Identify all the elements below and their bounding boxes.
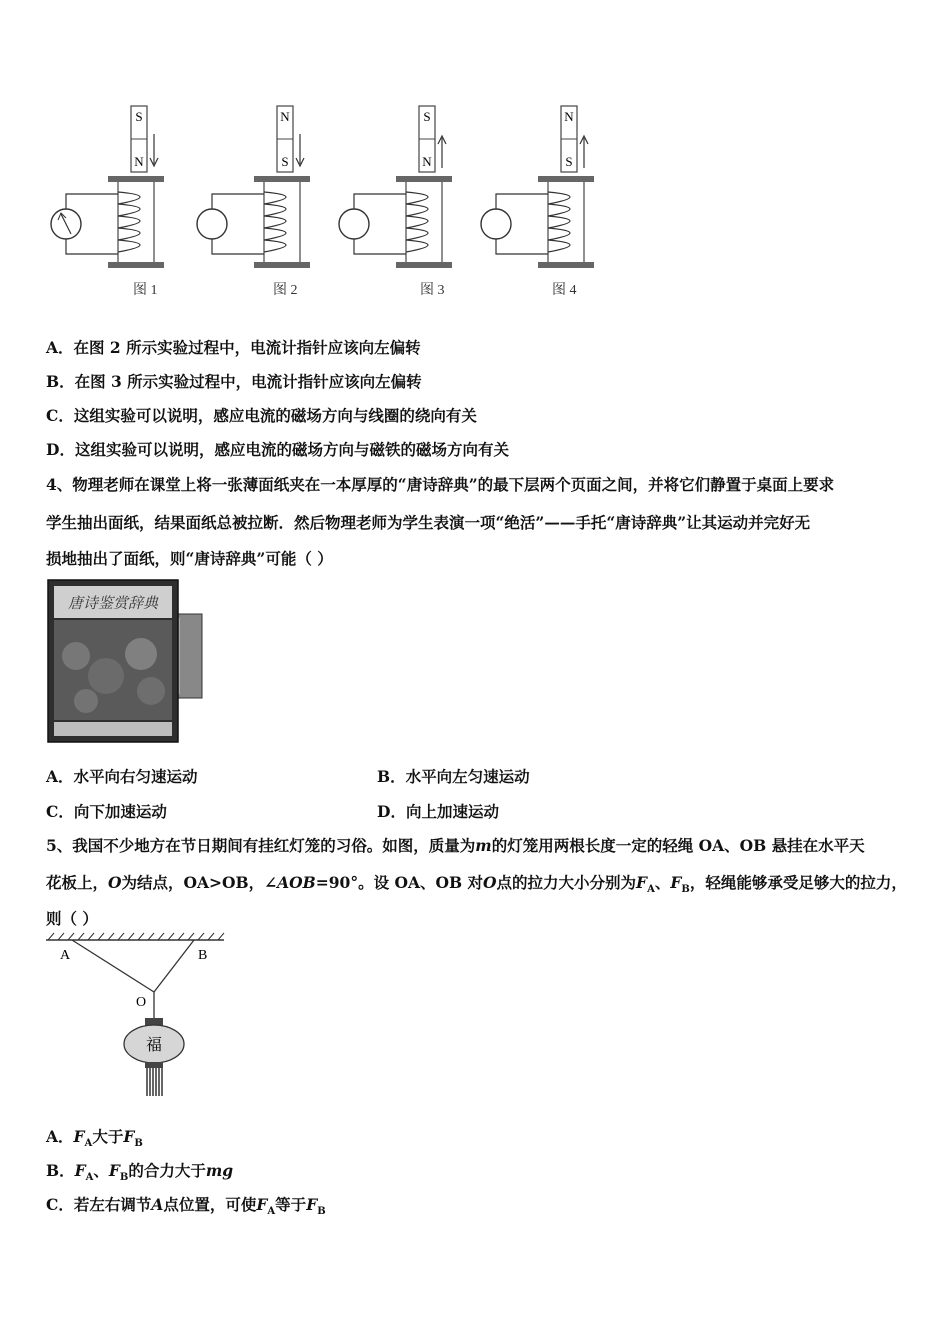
q5-stem-line-1: 5、我国不少地方在节日期间有挂红灯笼的习俗。如图，质量为m的灯笼用两根长度一定的轻绳 OA、OB 悬挂在水平天	[46, 836, 865, 855]
q4-option-b: B．水平向左匀速运动	[377, 767, 530, 786]
q5-option-c: C．若左右调节A点位置，可使$F_A$等于$F_B$	[46, 1195, 326, 1218]
q5-option-b: B．$F_A$、$F_B$的合力大于mg	[46, 1161, 234, 1184]
magnet-top-pole: N	[564, 109, 574, 124]
q5-stem-line-3: 则（ ）	[46, 909, 98, 928]
q4-option-c: C．向下加速运动	[46, 802, 167, 821]
dictionary-book-figure	[46, 576, 206, 746]
q4-stem-line-1: 4、物理老师在课堂上将一张薄面纸夹在一本厚厚的“唐诗辞典”的最下层两个页面之间，并将它们静置于桌面上要求	[46, 475, 835, 494]
magnet-bottom-pole: N	[134, 154, 144, 169]
q3-option-d: D．这组实验可以说明，感应电流的磁场方向与磁铁的磁场方向有关	[46, 440, 509, 459]
label-a: A	[60, 948, 71, 963]
induction-experiment-figure	[40, 100, 640, 300]
label-o: O	[136, 995, 147, 1010]
figure-2	[197, 106, 310, 268]
figure-1	[51, 106, 164, 268]
figure-3-label: 图 3	[420, 283, 445, 298]
magnet-bottom-pole: N	[422, 154, 432, 169]
figure-4-label: 图 4	[552, 283, 577, 298]
magnet-top-pole: N	[280, 109, 290, 124]
figure-4	[481, 106, 594, 268]
magnet-top-pole: S	[423, 109, 431, 124]
figure-3	[339, 106, 452, 268]
q4-stem-line-2: 学生抽出面纸，结果面纸总被拉断．然后物理老师为学生表演一项“绝活”——手托“唐诗辞典”让其运动并完好无	[46, 513, 811, 532]
figure-1-label: 图 1	[133, 283, 158, 298]
lantern-character: 福	[145, 1035, 163, 1054]
lantern-figure	[44, 930, 234, 1100]
q4-stem-line-3: 损地抽出了面纸，则“唐诗辞典”可能（ ）	[46, 549, 333, 568]
label-b: B	[198, 948, 208, 963]
magnet-bottom-pole: S	[281, 154, 289, 169]
q3-option-c: C．这组实验可以说明，感应电流的磁场方向与线圈的绕向有关	[46, 406, 477, 425]
q3-option-b: B．在图 3 所示实验过程中，电流计指针应该向左偏转	[46, 372, 422, 391]
q4-option-d: D．向上加速运动	[377, 802, 499, 821]
book-title: 唐诗鉴赏辞典	[67, 594, 159, 612]
q4-option-a: A．水平向右匀速运动	[46, 767, 198, 786]
magnet-bottom-pole: S	[565, 154, 573, 169]
q3-option-a: A．在图 2 所示实验过程中，电流计指针应该向左偏转	[46, 338, 421, 357]
magnet-top-pole: S	[135, 109, 143, 124]
figure-2-label: 图 2	[273, 283, 298, 298]
q5-stem-line-2: 花板上，O为结点，OA>OB，∠AOB=90°。设 OA、OB 对O点的拉力大小分别为$F_A$、$F_B$，轻绳能够承受足够大的拉力，	[46, 873, 907, 896]
q5-option-a: A．$F_A$大于$F_B$	[46, 1127, 143, 1150]
